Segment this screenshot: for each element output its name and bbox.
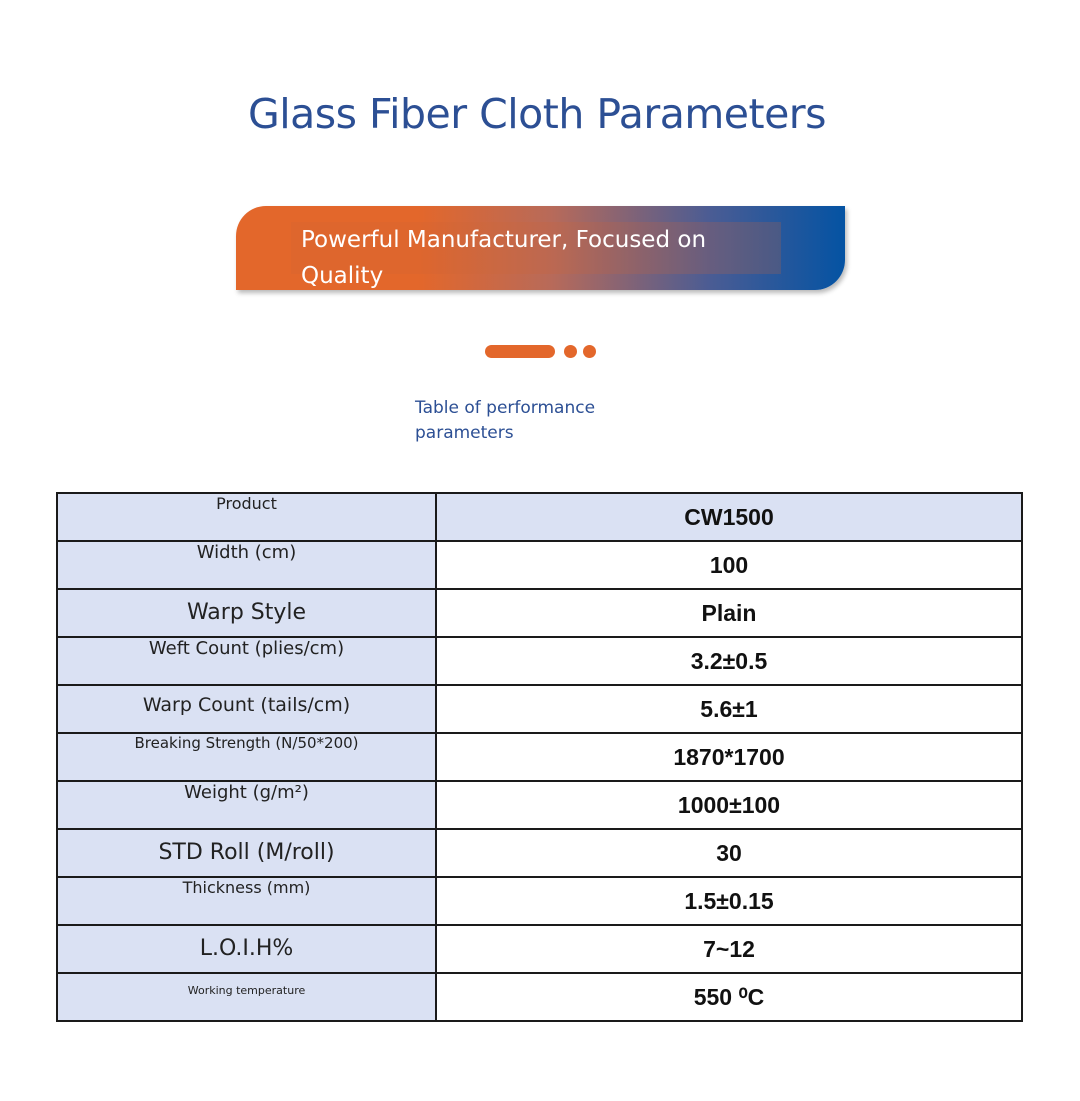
row-label: L.O.I.H%	[57, 925, 436, 973]
row-value: CW1500	[436, 493, 1022, 541]
row-value: 1870*1700	[436, 733, 1022, 781]
table-row	[57, 925, 1022, 973]
table-row	[57, 829, 1022, 877]
parameters-table	[56, 492, 1023, 1022]
row-value: 550 ⁰C	[436, 973, 1022, 1021]
row-label: Working temperature	[57, 973, 436, 1021]
row-value: 3.2±0.5	[436, 637, 1022, 685]
table-row	[57, 685, 1022, 733]
row-value: 30	[436, 829, 1022, 877]
row-label: Warp Style	[57, 589, 436, 637]
table-row	[57, 589, 1022, 637]
row-value: 100	[436, 541, 1022, 589]
table-row	[57, 973, 1022, 1021]
row-label: Thickness (mm)	[57, 877, 436, 925]
dot	[583, 345, 596, 358]
table-row	[57, 637, 1022, 685]
row-label: STD Roll (M/roll)	[57, 829, 436, 877]
table-row	[57, 493, 1022, 541]
row-value: Plain	[436, 589, 1022, 637]
dot	[564, 345, 577, 358]
table-row	[57, 781, 1022, 829]
row-label: Weft Count (plies/cm)	[57, 637, 436, 685]
page-title: Glass Fiber Cloth Parameters	[247, 90, 827, 138]
table-row	[57, 733, 1022, 781]
dot-bar	[485, 345, 555, 358]
table-row	[57, 541, 1022, 589]
row-value: 5.6±1	[436, 685, 1022, 733]
row-value: 1000±100	[436, 781, 1022, 829]
row-label: Product	[57, 493, 436, 541]
table-subtitle: Table of performance parameters	[415, 398, 596, 443]
banner-text: Powerful Manufacturer, Focused on Quality	[291, 222, 781, 274]
row-label: Weight (g/m²)	[57, 781, 436, 829]
row-value: 1.5±0.15	[436, 877, 1022, 925]
row-label: Width (cm)	[57, 541, 436, 589]
row-label: Breaking Strength (N/50*200)	[57, 733, 436, 781]
row-label: Warp Count (tails/cm)	[57, 685, 436, 733]
table-row	[57, 877, 1022, 925]
row-value: 7~12	[436, 925, 1022, 973]
